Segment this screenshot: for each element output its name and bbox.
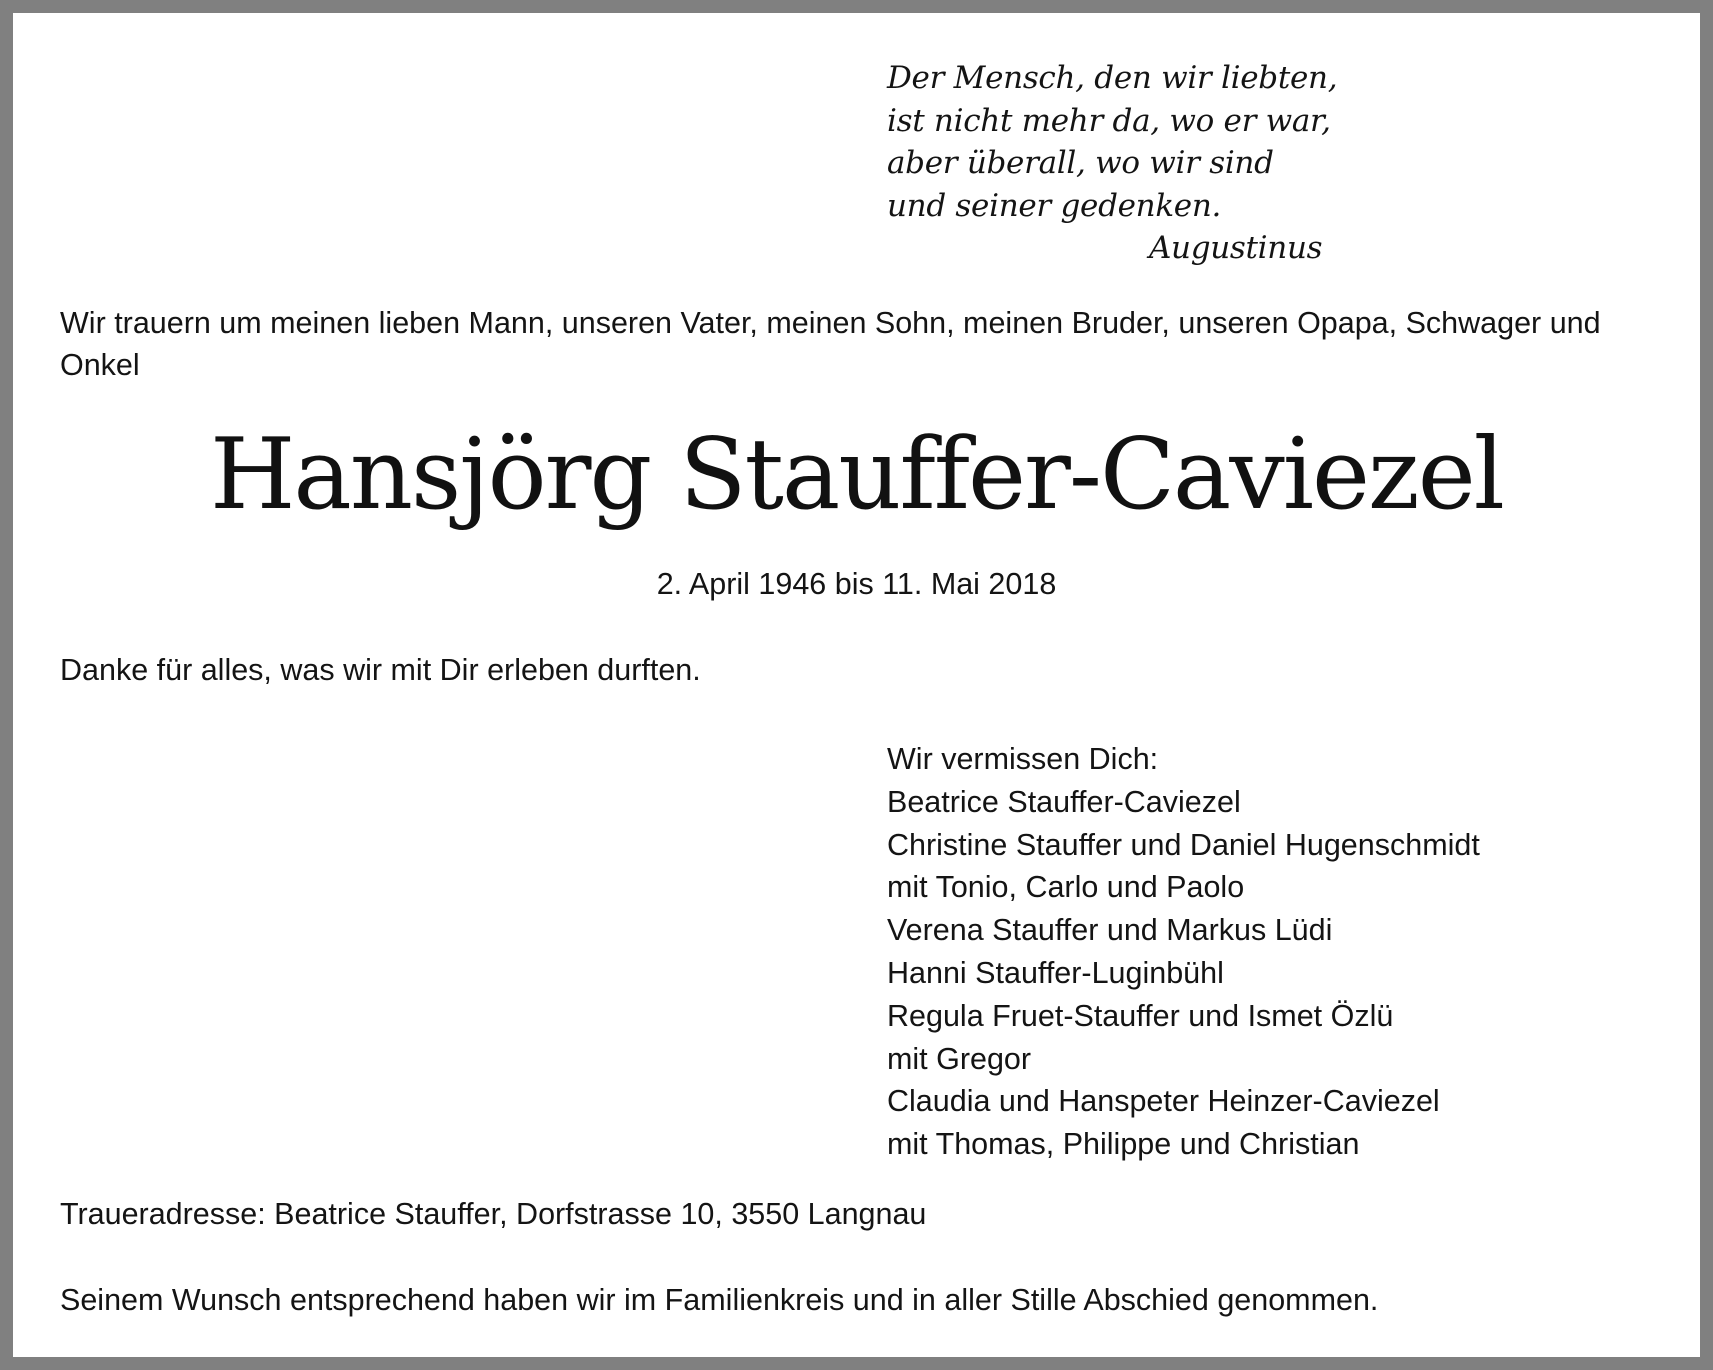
- life-dates: 2. April 1946 bis 11. Mai 2018: [656, 567, 1057, 601]
- mourning-intro: Wir trauern um meinen lieben Mann, unseren Vater, meinen Sohn, meinen Bruder, unseren Opapa, Schwager und Onkel: [60, 306, 1601, 382]
- mourner-line: Regula Fruet-Stauffer und Ismet Özlü: [887, 998, 1394, 1033]
- mourner-line: mit Gregor: [887, 1041, 1032, 1076]
- mourner-line: Beatrice Stauffer-Caviezel: [887, 784, 1241, 819]
- quote-line: ist nicht mehr da, wo er war,: [887, 102, 1331, 139]
- quote-author: Augustinus: [1148, 230, 1323, 266]
- obituary-notice: [13, 13, 1700, 1357]
- mourner-line: mit Tonio, Carlo und Paolo: [887, 870, 1245, 905]
- thanks-text: Danke für alles, was wir mit Dir erleben durften.: [60, 653, 701, 687]
- quote-line: aber überall, wo wir sind: [887, 145, 1274, 181]
- mourning-address: Traueradresse: Beatrice Stauffer, Dorfstrasse 10, 3550 Langnau: [60, 1197, 927, 1231]
- mourner-line: mit Thomas, Philippe und Christian: [887, 1127, 1360, 1162]
- quote-line: Der Mensch, den wir liebten,: [887, 60, 1338, 96]
- mourner-line: Christine Stauffer und Daniel Hugenschmidt: [887, 827, 1480, 862]
- mourner-line: Claudia und Hanspeter Heinzer-Caviezel: [887, 1084, 1440, 1119]
- memorial-quote: [887, 57, 1337, 270]
- mourners-heading: Wir vermissen Dich:: [887, 742, 1159, 776]
- mourner-line: Hanni Stauffer-Luginbühl: [887, 955, 1224, 990]
- deceased-name: Hansjörg Stauffer-Caviezel: [209, 418, 1504, 532]
- mourner-line: Verena Stauffer und Markus Lüdi: [887, 913, 1333, 948]
- farewell-text: Seinem Wunsch entsprechend haben wir im Familienkreis und in aller Stille Abschied genommen.: [60, 1283, 1379, 1317]
- quote-line: und seiner gedenken.: [887, 187, 1222, 224]
- mourners-list: [887, 738, 1480, 1166]
